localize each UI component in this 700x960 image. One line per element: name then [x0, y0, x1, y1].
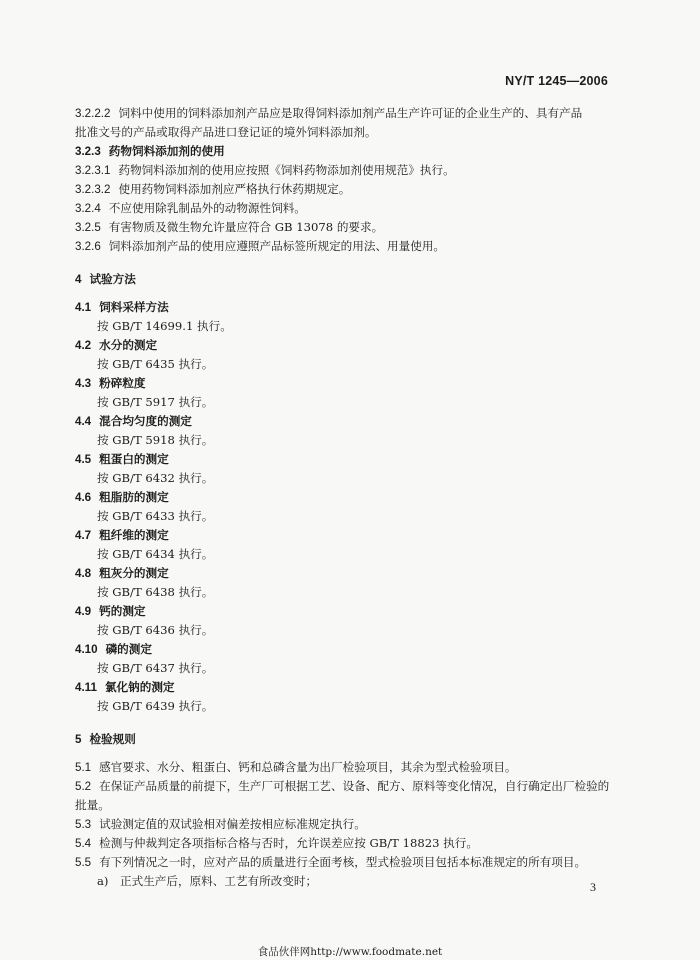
section-number: 5 — [75, 733, 82, 746]
clause-text: 有害物质及微生物允许量应符合 GB 13078 的要求。 — [108, 220, 384, 234]
section-number: 4 — [75, 273, 82, 286]
clause-number: 4.3 — [75, 377, 92, 390]
test-methods-list — [75, 298, 611, 716]
clause-heading: 饲料采样方法 — [99, 300, 169, 314]
clause-number: 3.2.3.1 — [75, 164, 111, 177]
clause-4-9-body: 按 GB/T 6436 执行。 — [97, 623, 214, 637]
clause-heading: 混合均匀度的测定 — [99, 414, 192, 428]
clause-number: 3.2.3 — [75, 145, 101, 158]
clause-4-5-heading — [75, 450, 611, 469]
document-body — [75, 104, 611, 891]
clause-5-1 — [75, 758, 611, 777]
clause-heading: 粉碎粒度 — [99, 376, 146, 390]
clause-4-7-body: 按 GB/T 6434 执行。 — [97, 547, 214, 561]
page-number: 3 — [590, 880, 596, 894]
clause-4-1-heading — [75, 298, 611, 317]
clause-5-2 — [75, 777, 611, 796]
clause-5-5 — [75, 853, 611, 872]
clause-continuation: 批量。 — [75, 798, 110, 812]
clause-4-9-heading — [75, 602, 611, 621]
clause-heading: 水分的测定 — [99, 338, 158, 352]
clause-heading: 粗蛋白的测定 — [99, 452, 169, 466]
clause-text: 试验测定值的双试验相对偏差按相应标准规定执行。 — [99, 817, 366, 831]
clause-4-11-heading — [75, 678, 611, 697]
section-title: 试验方法 — [89, 272, 136, 286]
clause-text: 药物饲料添加剂的使用应按照《饲料药物添加剂使用规范》执行。 — [118, 163, 455, 177]
clause-4-10-body: 按 GB/T 6437 执行。 — [97, 661, 214, 675]
clause-text: 饲料中使用的饲料添加剂产品应是取得饲料添加剂产品生产许可证的企业生产的、具有产品 — [118, 106, 583, 120]
clause-3-2-3-2 — [75, 180, 611, 199]
clause-number: 3.2.6 — [75, 240, 101, 253]
clause-number: 4.5 — [75, 453, 92, 466]
clause-number: 4.2 — [75, 339, 92, 352]
clause-number: 4.6 — [75, 491, 92, 504]
clause-4-4-heading — [75, 412, 611, 431]
clause-4-8-heading — [75, 564, 611, 583]
section-4-heading — [75, 270, 611, 289]
clause-number: 4.1 — [75, 301, 92, 314]
clause-number: 4.11 — [75, 681, 97, 694]
clause-number: 4.7 — [75, 529, 92, 542]
clause-text: 不应使用除乳制品外的动物源性饲料。 — [108, 201, 306, 215]
clause-heading: 粗灰分的测定 — [99, 566, 169, 580]
clause-number: 5.3 — [75, 818, 92, 831]
clause-number: 3.2.5 — [75, 221, 101, 234]
clause-number: 4.10 — [75, 643, 98, 656]
clause-number: 4.8 — [75, 567, 92, 580]
clause-number: 5.2 — [75, 780, 92, 793]
clause-continuation: 批准文号的产品或取得产品进口登记证的境外饲料添加剂。 — [75, 125, 377, 139]
clause-5-4 — [75, 834, 611, 853]
clause-3-2-4 — [75, 199, 611, 218]
standard-code: NY/T 1245—2006 — [505, 74, 608, 88]
clause-heading: 磷的测定 — [105, 642, 152, 656]
clause-heading: 粗纤维的测定 — [99, 528, 169, 542]
clause-4-3-body: 按 GB/T 5917 执行。 — [97, 395, 214, 409]
clause-text: 使用药物饲料添加剂应严格执行休药期规定。 — [118, 182, 351, 196]
section-5-heading — [75, 730, 611, 749]
clause-text: 饲料添加剂产品的使用应遵照产品标签所规定的用法、用量使用。 — [108, 239, 446, 253]
clause-number: 4.4 — [75, 415, 92, 428]
clause-4-11-body: 按 GB/T 6439 执行。 — [97, 699, 214, 713]
clause-text: 在保证产品质量的前提下，生产厂可根据工艺、设备、配方、原料等变化情况，自行确定出厂检验的 — [99, 779, 610, 793]
clause-4-3-heading — [75, 374, 611, 393]
clause-number: 3.2.2.2 — [75, 107, 111, 120]
clause-5-5-item-a: a) 正式生产后，原料、工艺有所改变时； — [97, 874, 318, 888]
clause-4-2-heading — [75, 336, 611, 355]
clause-number: 5.4 — [75, 837, 92, 850]
clause-4-1-body: 按 GB/T 14699.1 执行。 — [97, 319, 232, 333]
footer-watermark: 食品伙伴网http://www.foodmate.net — [257, 946, 443, 958]
clause-text: 有下列情况之一时，应对产品的质量进行全面考核，型式检验项目包括本标准规定的所有项目。 — [99, 855, 587, 869]
clause-3-2-5 — [75, 218, 611, 237]
clause-4-4-body: 按 GB/T 5918 执行。 — [97, 433, 214, 447]
clause-4-7-heading — [75, 526, 611, 545]
clause-4-8-body: 按 GB/T 6438 执行。 — [97, 585, 214, 599]
clause-4-2-body: 按 GB/T 6435 执行。 — [97, 357, 214, 371]
clause-4-6-heading — [75, 488, 611, 507]
clause-3-2-6 — [75, 237, 611, 256]
clause-3-2-2-2 — [75, 104, 611, 123]
clause-text: 检测与仲裁判定各项指标合格与否时，允许误差应按 GB/T 18823 执行。 — [99, 836, 478, 850]
clause-4-5-body: 按 GB/T 6432 执行。 — [97, 471, 214, 485]
clause-number: 3.2.3.2 — [75, 183, 111, 196]
clause-3-2-3-heading — [75, 142, 611, 161]
clause-number: 3.2.4 — [75, 202, 101, 215]
clause-4-10-heading — [75, 640, 611, 659]
clause-number: 5.1 — [75, 761, 92, 774]
clause-number: 4.9 — [75, 605, 92, 618]
clause-heading: 钙的测定 — [99, 604, 146, 618]
clause-5-3 — [75, 815, 611, 834]
clause-number: 5.5 — [75, 856, 92, 869]
clause-heading: 粗脂肪的测定 — [99, 490, 169, 504]
section-title: 检验规则 — [89, 732, 136, 746]
clause-text: 感官要求、水分、粗蛋白、钙和总磷含量为出厂检验项目，其余为型式检验项目。 — [99, 760, 517, 774]
clause-3-2-3-1 — [75, 161, 611, 180]
clause-heading: 氯化钠的测定 — [104, 680, 175, 694]
clause-heading: 药物饲料添加剂的使用 — [108, 144, 225, 158]
clause-4-6-body: 按 GB/T 6433 执行。 — [97, 509, 214, 523]
